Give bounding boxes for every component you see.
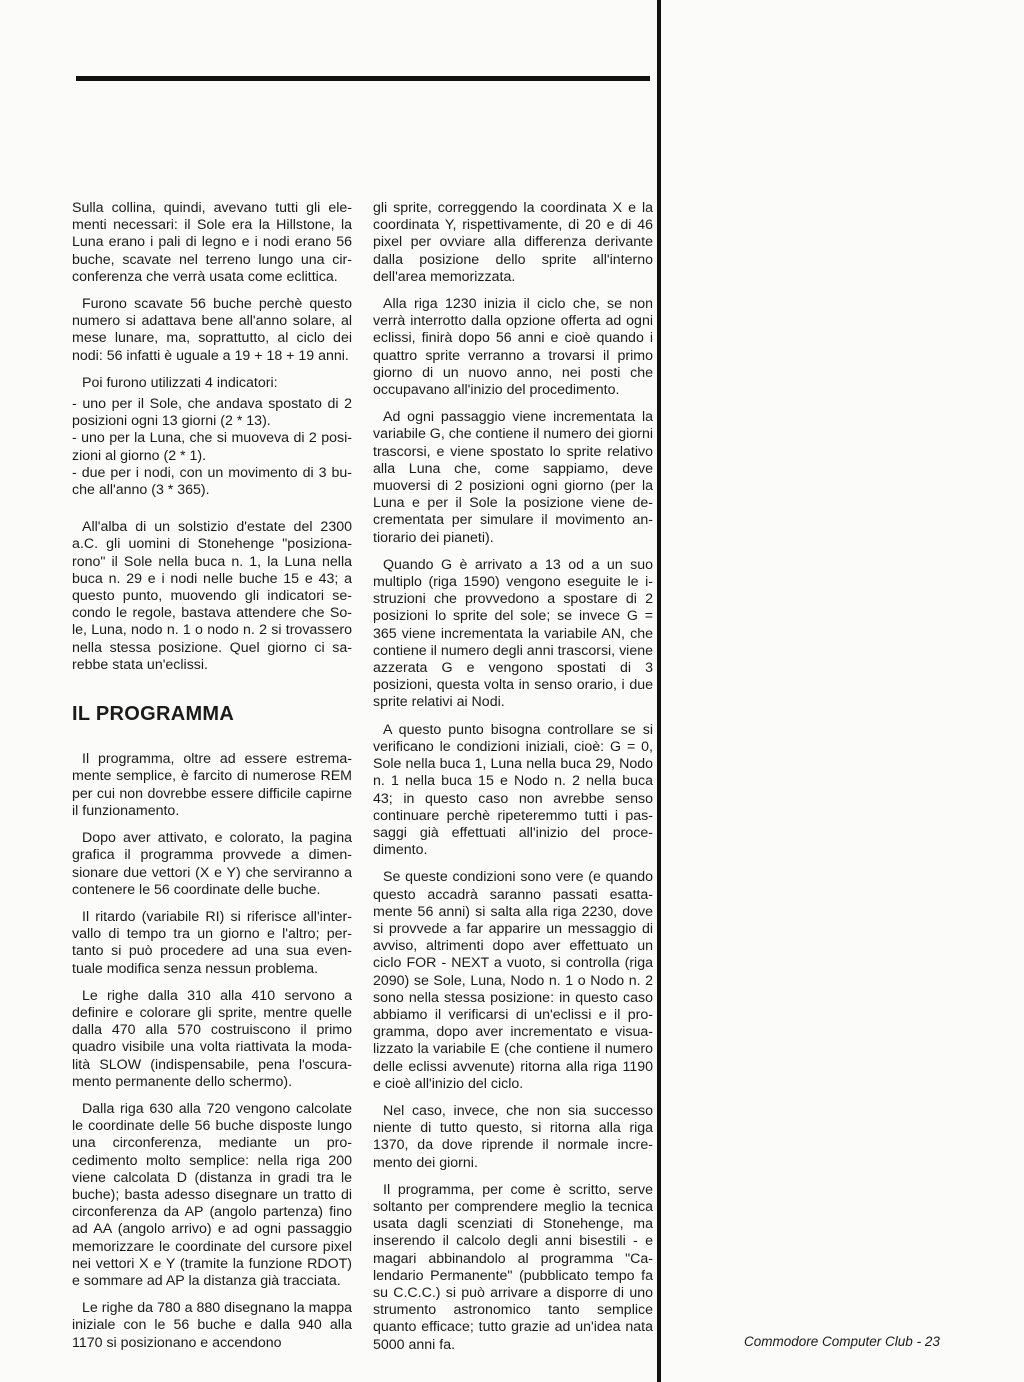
- page-footer: Commodore Computer Club - 23: [744, 1334, 940, 1349]
- paragraph: Dalla riga 630 alla 720 vengono calcolate le coordinate delle 56 buche disposte lungo una circonferenza, mediante un procedimento molto semplice: nella riga 200 viene calcolata D (distanza in gradi tra le buche); basta adesso disegnare un tratto di circonferenza da AP (angolo partenza) fino ad AA (angolo arrivo) e ad ogni passaggio memorizzare le coordinate del cursore pixel nei vettori X e Y (tramite la funzione RDOT) e sommare ad AP la distanza già tracciata.: [72, 1100, 352, 1289]
- paragraph: Ad ogni passaggio viene incrementata la variabile G, che contiene il numero dei giorni trascorsi, e viene spostato lo sprite relativo alla Luna che, come sappiamo, deve muoversi di 2 posizioni ogni giorno (per la Luna e per il Sole la posizione viene decrementata per simulare il movimento antiorario dei pianeti).: [373, 409, 653, 546]
- right-margin-rule: [657, 0, 661, 1382]
- paragraph: A questo punto bisogna controllare se si verificano le condizioni iniziali, cioè: G = 0, Sole nella buca 1, Luna nella buca 29, Nodo n. 1 nella buca 15 e Nodo n. 2 nella buca 43; in questo caso non avrebbe senso continuare perchè ripeteremmo tutti i passaggi già effettuati all'inizio del procedimento.: [373, 721, 653, 859]
- paragraph: Se queste condizioni sono vere (e quando questo accadrà saranno passati esattamente 56 anni) si salta alla riga 2230, dove si provvede a far apparire un messaggio di avviso, altrimenti dopo aver effettuato un ciclo FOR - NEXT a vuoto, si controlla (riga 2090) se Sole, Luna, Nodo n. 1 o Nodo n. 2 sono nella stessa posizione: in questo caso abbiamo il verificarsi di un'eclissi e il programma, dopo aver incrementato e visualizzato la variabile E (che contiene il numero delle eclissi avvenute) ritorna alla riga 1190 e cioè all'inizio del ciclo.: [373, 869, 653, 1092]
- top-rule: [76, 76, 650, 81]
- list-item: - uno per il Sole, che andava spostato di 2 posizioni ogni 13 giorni (2 * 13).: [72, 396, 352, 430]
- paragraph: Le righe dalla 310 alla 410 servono a definire e colorare gli sprite, mentre quelle dalla 470 alla 570 costruiscono il primo quadro visibile una volta riattivata la modalità SLOW (indispensabile, pena l'oscuramento permanente dello schermo).: [72, 987, 352, 1090]
- section-heading: IL PROGRAMMA: [72, 703, 235, 726]
- paragraph: Alla riga 1230 inizia il ciclo che, se non verrà interrotto dalla opzione offerta ad ogni eclissi, finirà dopo 56 anni e cioè quando i quattro sprite verranno a trovarsi il primo giorno di un nuovo anno, nei posti che occupavano all'inizio del procedimento.: [373, 296, 653, 399]
- paragraph: gli sprite, correggendo la coordinata X e la coordinata Y, rispettivamente, di 20 e di 46 pixel per ovviare alla differenza derivante dalla posizione dello sprite all'interno dell'area memorizzata.: [373, 200, 653, 285]
- paragraph: Dopo aver attivato, e colorato, la pagina grafica il programma provvede a dimensionare due vettori (X e Y) che serviranno a contenere le 56 coordinate delle buche.: [72, 830, 352, 898]
- paragraph: Il programma, oltre ad essere estremamente semplice, è farcito di numerose REM per cui non dovrebbe essere difficile capirne il funzionamento.: [72, 751, 352, 819]
- paragraph: Il ritardo (variabile RI) si riferisce all'intervallo di tempo tra un giorno e l'altro; pertanto si può procedere ad una sua eventuale modifica senza nessun problema.: [72, 908, 352, 977]
- paragraph: Sulla collina, quindi, avevano tutti gli elementi necessari: il Sole era la Hillstone, la Luna erano i pali di legno e i nodi erano 56 buche, scavate nel terreno lungo una circonferenza che verrà usata come eclittica.: [72, 200, 352, 285]
- paragraph: All'alba di un solstizio d'estate del 2300 a.C. gli uomini di Stonehenge "posizionarono" il Sole nella buca n. 1, la Luna nella buca n. 29 e i nodi nelle buche 15 e 43; a questo punto, muovendo gli indicatori secondo le regole, bastava attendere che Sole, Luna, nodo n. 1 o nodo n. 2 si trovassero nella stessa posizione. Quel giorno ci sarebbe stata un'eclissi.: [72, 519, 352, 673]
- list-item: - uno per la Luna, che si muoveva di 2 posizioni al giorno (2 * 1).: [72, 430, 352, 464]
- paragraph: Furono scavate 56 buche perchè questo numero si adattava bene all'anno solare, al mese lunare, ma, soprattutto, al ciclo dei nodi: 56 infatti è uguale a 19 + 18 + 19 anni.: [72, 296, 352, 364]
- right-column: [373, 200, 653, 1364]
- paragraph: Poi furono utilizzati 4 indicatori:: [82, 374, 278, 391]
- paragraph: Quando G è arrivato a 13 od a un suo multiplo (riga 1590) vengono eseguite le istruzioni che provvedono a spostare di 2 posizioni lo sprite del sole; se invece G = 365 viene incrementata la variabile AN, che contiene il numero degli anni trascorsi, viene azzerata G e vengono spostati di 3 posizioni, questa volta in senso orario, i due sprite relativi ai Nodi.: [373, 556, 653, 711]
- paragraph: Il programma, per come è scritto, serve soltanto per comprendere meglio la tecnica usata dagli scenziati di Stonehenge, ma inserendo il calcolo degli anni bisestili - e magari abbinandolo al programma "Calendario Permanente" (pubblicato tempo fa su C.C.C.) si può arrivare a disporre di uno strumento astronomico tanto semplice quanto efficace; tutto grazie ad un'idea nata 5000 anni fa.: [373, 1181, 653, 1353]
- list-item: - due per i nodi, con un movimento di 3 buche all'anno (3 * 365).: [72, 464, 352, 499]
- paragraph: Le righe da 780 a 880 disegnano la mappa iniziale con le 56 buche e dalla 940 alla 1170 si posizionano e accendono: [72, 1300, 352, 1351]
- paragraph: Nel caso, invece, che non sia successo niente di tutto questo, si ritorna alla riga 1370, da dove riprende il normale incremento dei giorni.: [373, 1102, 653, 1171]
- left-column: [72, 200, 352, 1362]
- indicator-list: [72, 396, 352, 499]
